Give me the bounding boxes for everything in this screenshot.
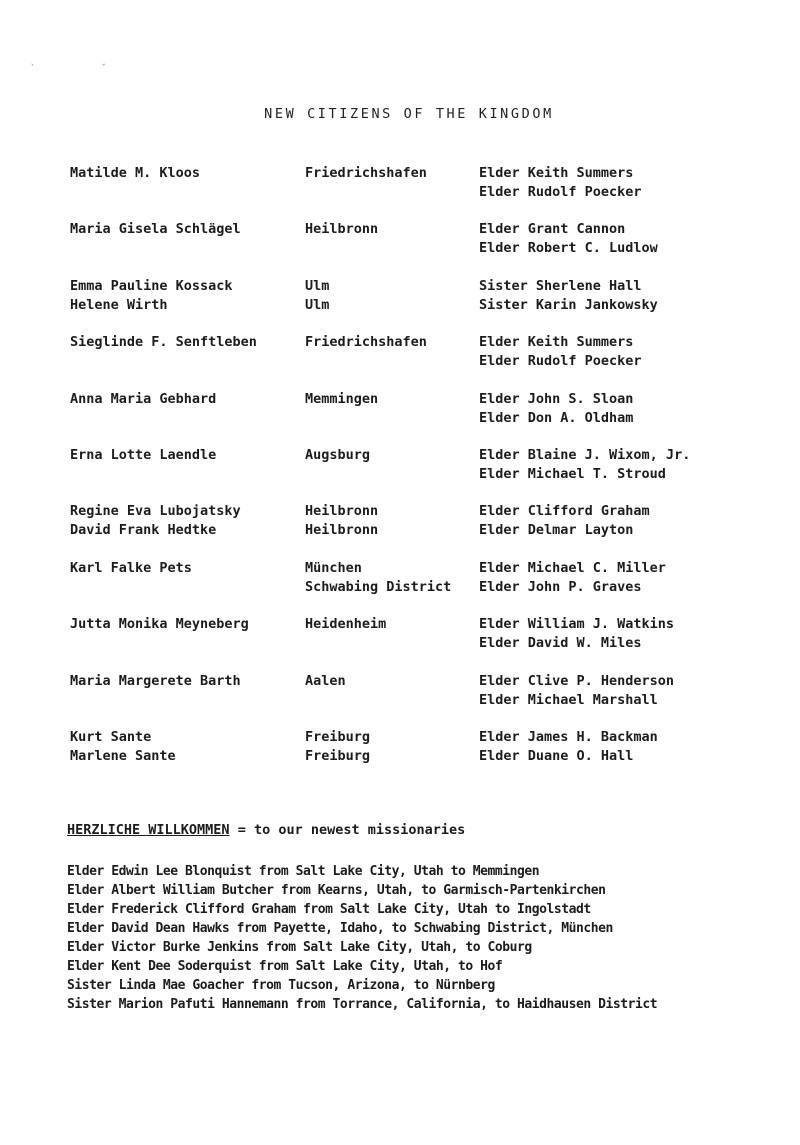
city-column	[305, 615, 479, 653]
citizen-name: Helene Wirth	[70, 296, 168, 313]
citizen-city: Ulm	[305, 277, 330, 294]
teaching-missionary: Elder Michael C. Miller	[479, 559, 666, 576]
citizen-entry	[70, 164, 770, 202]
name-column	[70, 559, 305, 597]
citizen-name: Erna Lotte Laendle	[70, 446, 217, 463]
citizen-name: Sieglinde F. Senftleben	[70, 334, 257, 351]
name-column	[70, 164, 305, 202]
missionary-list	[67, 862, 787, 1014]
new-citizens-list	[70, 164, 770, 784]
name-column	[70, 728, 305, 766]
name-column	[70, 390, 305, 428]
citizen-name: David Frank Hedtke	[70, 522, 217, 539]
name-column	[70, 672, 305, 710]
citizen-entry	[70, 615, 770, 653]
citizen-name: Anna Maria Gebhard	[70, 390, 217, 407]
missionary-item: Sister Linda Mae Goacher from Tucson, Arizona, to Nürnberg	[67, 978, 495, 993]
elder-column	[479, 390, 770, 428]
teaching-missionary: Elder Clive P. Henderson	[479, 672, 675, 689]
teaching-missionary: Elder Blaine J. Wixom, Jr.	[479, 446, 691, 463]
citizen-city: Heilbronn	[305, 522, 379, 539]
citizen-city: Freiburg	[305, 728, 371, 745]
citizen-entry	[70, 277, 770, 315]
elder-column	[479, 164, 770, 202]
citizen-city: München	[305, 559, 362, 576]
citizen-name: Marlene Sante	[70, 747, 176, 764]
welcome-subtitle: = to our newest missionaries	[229, 822, 466, 838]
missionary-item: Elder Victor Burke Jenkins from Salt Lake City, Utah, to Coburg	[67, 940, 532, 955]
teaching-missionary: Elder John S. Sloan	[479, 390, 634, 407]
citizen-city: Memmingen	[305, 390, 379, 407]
teaching-missionary: Elder Grant Cannon	[479, 221, 626, 238]
missionary-item: Elder Kent Dee Soderquist from Salt Lake City, Utah, to Hof	[67, 959, 503, 974]
city-column	[305, 728, 479, 766]
teaching-missionary: Elder Don A. Oldham	[479, 409, 634, 426]
citizen-name: Matilde M. Kloos	[70, 165, 201, 181]
citizen-city: Heilbronn	[305, 503, 379, 520]
teaching-missionary: Elder Keith Summers	[479, 165, 634, 181]
teaching-missionary: Elder William J. Watkins	[479, 616, 675, 633]
city-column	[305, 220, 479, 258]
teaching-missionary: Elder Delmar Layton	[479, 522, 634, 539]
name-column	[70, 277, 305, 315]
teaching-missionary: Elder Michael Marshall	[479, 691, 658, 708]
teaching-missionary: Elder Robert C. Ludlow	[479, 240, 658, 257]
welcome-title: HERZLICHE WILLKOMMEN	[67, 822, 230, 838]
city-column	[305, 164, 479, 202]
teaching-missionary: Elder James H. Backman	[479, 728, 658, 745]
name-column	[70, 333, 305, 371]
missionary-item: Elder Frederick Clifford Graham from Salt Lake City, Utah to Ingolstadt	[67, 902, 591, 917]
city-column	[305, 390, 479, 428]
teaching-missionary: Elder Keith Summers	[479, 334, 634, 351]
citizen-city: Friedrichshafen	[305, 334, 427, 351]
elder-column	[479, 446, 770, 484]
elder-column	[479, 502, 770, 540]
citizen-city: Aalen	[305, 672, 346, 689]
city-column	[305, 559, 479, 597]
elder-column	[479, 559, 770, 597]
citizen-city: Schwabing District	[305, 578, 452, 595]
welcome-section	[67, 822, 787, 1014]
missionary-item: Elder Albert William Butcher from Kearns, Utah, to Garmisch-Partenkirchen	[67, 883, 606, 898]
page-title: NEW CITIZENS OF THE KINGDOM	[264, 106, 554, 122]
elder-column	[479, 333, 770, 371]
name-column	[70, 615, 305, 653]
citizen-name: Karl Falke Pets	[70, 559, 192, 576]
city-column	[305, 502, 479, 540]
citizen-name: Regine Eva Lubojatsky	[70, 503, 241, 520]
teaching-missionary: Elder David W. Miles	[479, 635, 642, 652]
citizen-city: Heidenheim	[305, 616, 387, 633]
citizen-city: Friedrichshafen	[305, 165, 427, 181]
name-column	[70, 446, 305, 484]
citizen-city: Augsburg	[305, 446, 371, 463]
citizen-city: Freiburg	[305, 747, 371, 764]
stray-marks: ` ˇ	[30, 64, 137, 74]
citizen-entry	[70, 446, 770, 484]
citizen-entry	[70, 728, 770, 766]
teaching-missionary: Elder Michael T. Stroud	[479, 465, 666, 482]
citizen-entry	[70, 390, 770, 428]
missionary-item: Sister Marion Pafuti Hannemann from Torrance, California, to Haidhausen District	[67, 997, 658, 1012]
citizen-name: Jutta Monika Meyneberg	[70, 616, 249, 633]
teaching-missionary: Elder Rudolf Poecker	[479, 184, 642, 200]
elder-column	[479, 728, 770, 766]
citizen-entry	[70, 559, 770, 597]
citizen-name: Maria Gisela Schlägel	[70, 221, 241, 238]
teaching-missionary: Sister Karin Jankowsky	[479, 296, 658, 313]
city-column	[305, 277, 479, 315]
citizen-entry	[70, 502, 770, 540]
city-column	[305, 333, 479, 371]
elder-column	[479, 672, 770, 710]
citizen-entry	[70, 333, 770, 371]
teaching-missionary: Sister Sherlene Hall	[479, 277, 642, 294]
citizen-name: Emma Pauline Kossack	[70, 277, 233, 294]
citizen-name: Kurt Sante	[70, 728, 152, 745]
elder-column	[479, 615, 770, 653]
missionary-item: Elder David Dean Hawks from Payette, Idaho, to Schwabing District, München	[67, 921, 613, 936]
citizen-entry	[70, 672, 770, 710]
citizen-city: Ulm	[305, 296, 330, 313]
teaching-missionary: Elder John P. Graves	[479, 578, 642, 595]
teaching-missionary: Elder Duane O. Hall	[479, 747, 634, 764]
name-column	[70, 502, 305, 540]
citizen-name: Maria Margerete Barth	[70, 672, 241, 689]
city-column	[305, 446, 479, 484]
citizen-city: Heilbronn	[305, 221, 379, 238]
missionary-item: Elder Edwin Lee Blonquist from Salt Lake City, Utah to Memmingen	[67, 864, 540, 879]
elder-column	[479, 220, 770, 258]
teaching-missionary: Elder Rudolf Poecker	[479, 353, 642, 370]
teaching-missionary: Elder Clifford Graham	[479, 503, 650, 520]
elder-column	[479, 277, 770, 315]
name-column	[70, 220, 305, 258]
city-column	[305, 672, 479, 710]
citizen-entry	[70, 220, 770, 258]
welcome-heading	[67, 822, 787, 838]
